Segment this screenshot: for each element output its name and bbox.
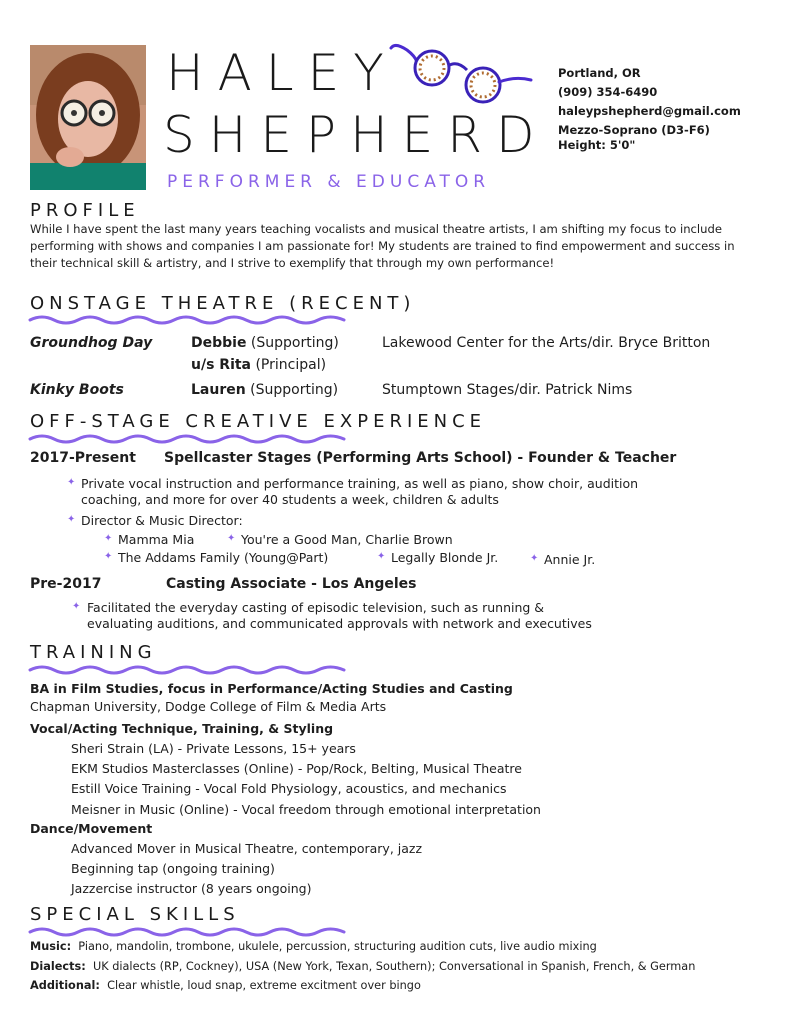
bullet-star-icon: ✦ — [104, 533, 113, 544]
skill-dialects — [30, 960, 695, 973]
bullet-star-icon: ✦ — [377, 551, 386, 562]
role-name: u/s Rita — [191, 357, 252, 373]
glasses-icon — [385, 40, 535, 110]
venue-lakewood: Lakewood Center for the Arts/dir. Bryce Britton — [382, 335, 711, 351]
show-item: Annie Jr. — [544, 552, 596, 567]
role-us-rita — [191, 357, 326, 373]
show-item: You're a Good Man, Charlie Brown — [241, 532, 453, 547]
dance-heading: Dance/Movement — [30, 821, 153, 836]
skill-text: UK dialects (RP, Cockney), USA (New York, Texan, Southern); Conversational in Spanish, French, & German — [92, 960, 696, 973]
onstage-heading: ONSTAGE THEATRE (RECENT) — [30, 293, 416, 314]
contact-height: Height: 5'0" — [558, 138, 636, 152]
skill-text: Clear whistle, loud snap, extreme excitment over bingo — [107, 979, 421, 992]
job1-bullet1-cont: coaching, and more for over 40 students a week, children & adults — [81, 492, 499, 507]
role-lauren — [191, 382, 338, 398]
contact-email[interactable]: haleypshepherd@gmail.com — [558, 104, 741, 118]
bullet-star-icon: ✦ — [67, 514, 76, 525]
role-type: (Supporting) — [250, 382, 339, 398]
contact-voice-range: Mezzo-Soprano (D3-F6) — [558, 123, 710, 137]
bullet-star-icon: ✦ — [104, 551, 113, 562]
job2-dates: Pre-2017 — [30, 576, 102, 592]
skill-music — [30, 940, 597, 953]
job1-title: Spellcaster Stages (Performing Arts School) - Founder & Teacher — [164, 450, 677, 466]
offstage-heading: OFF-STAGE CREATIVE EXPERIENCE — [30, 411, 487, 432]
profile-heading: PROFILE — [30, 200, 140, 221]
vocal-item: Sheri Strain (LA) - Private Lessons, 15+ years — [71, 741, 356, 756]
training-heading: TRAINING — [30, 642, 157, 663]
skills-heading: SPECIAL SKILLS — [30, 904, 240, 925]
venue-stumptown: Stumptown Stages/dir. Patrick Nims — [382, 382, 633, 398]
show-groundhog-day: Groundhog Day — [30, 335, 153, 351]
dance-item: Beginning tap (ongoing training) — [71, 861, 275, 876]
role-type: (Principal) — [255, 357, 327, 373]
job1-bullet2: Director & Music Director: — [81, 513, 243, 528]
show-kinky-boots: Kinky Boots — [30, 382, 124, 398]
bullet-star-icon: ✦ — [227, 533, 236, 544]
show-item: The Addams Family (Young@Part) — [118, 550, 329, 565]
show-item: Legally Blonde Jr. — [391, 550, 499, 565]
job2-bullet1-cont: evaluating auditions, and communicated approvals with network and executives — [87, 616, 592, 631]
vocal-item: Estill Voice Training - Vocal Fold Physiology, acoustics, and mechanics — [71, 781, 507, 796]
skill-label: Additional: — [30, 979, 100, 992]
role-name: Lauren — [191, 382, 246, 398]
profile-photo — [30, 45, 146, 190]
contact-block — [558, 64, 741, 155]
job1-dates: 2017-Present — [30, 450, 136, 466]
wave-divider — [28, 925, 348, 939]
wave-divider — [28, 663, 348, 677]
dance-item: Advanced Mover in Musical Theatre, contemporary, jazz — [71, 841, 423, 856]
role-name: Debbie — [191, 335, 247, 351]
bullet-star-icon: ✦ — [72, 601, 81, 612]
bullet-star-icon: ✦ — [530, 553, 539, 564]
vocal-item: Meisner in Music (Online) - Vocal freedom through emotional interpretation — [71, 802, 541, 817]
school: Chapman University, Dodge College of Film & Media Arts — [30, 699, 387, 714]
wave-divider — [28, 313, 348, 327]
degree: BA in Film Studies, focus in Performance/Acting Studies and Casting — [30, 681, 513, 696]
first-name: HALEY — [166, 44, 398, 102]
bullet-star-icon: ✦ — [67, 477, 76, 488]
job2-bullet1: Facilitated the everyday casting of episodic television, such as running & — [87, 600, 545, 615]
job1-bullet1: Private vocal instruction and performance training, as well as piano, show choir, audition — [81, 476, 639, 491]
skill-text: Piano, mandolin, trombone, ukulele, percussion, structuring audition cuts, live audio mixing — [78, 940, 597, 953]
last-name: SHEPHERD — [163, 106, 549, 164]
job2-title: Casting Associate - Los Angeles — [166, 576, 417, 592]
contact-location: Portland, OR — [558, 66, 641, 80]
role-type: (Supporting) — [250, 335, 339, 351]
show-item: Mamma Mia — [118, 532, 195, 547]
vocal-item: EKM Studios Masterclasses (Online) - Pop/Rock, Belting, Musical Theatre — [71, 761, 522, 776]
vocal-heading: Vocal/Acting Technique, Training, & Styling — [30, 721, 334, 736]
wave-divider — [28, 432, 348, 446]
skill-additional — [30, 979, 421, 992]
skill-label: Dialects: — [30, 960, 86, 973]
dance-item: Jazzercise instructor (8 years ongoing) — [71, 881, 312, 896]
skill-label: Music: — [30, 940, 72, 953]
profile-text: While I have spent the last many years teaching vocalists and musical theatre artists, I am shifting my focus to include performing with shows and companies I am passionate for! My students are trained to find empowerment and success in their technical skill & artistry, and I strive to exemplify that through my own performance! — [30, 222, 735, 270]
contact-phone: (909) 354-6490 — [558, 85, 658, 99]
tagline: PERFORMER & EDUCATOR — [167, 172, 491, 192]
role-debbie — [191, 335, 339, 351]
